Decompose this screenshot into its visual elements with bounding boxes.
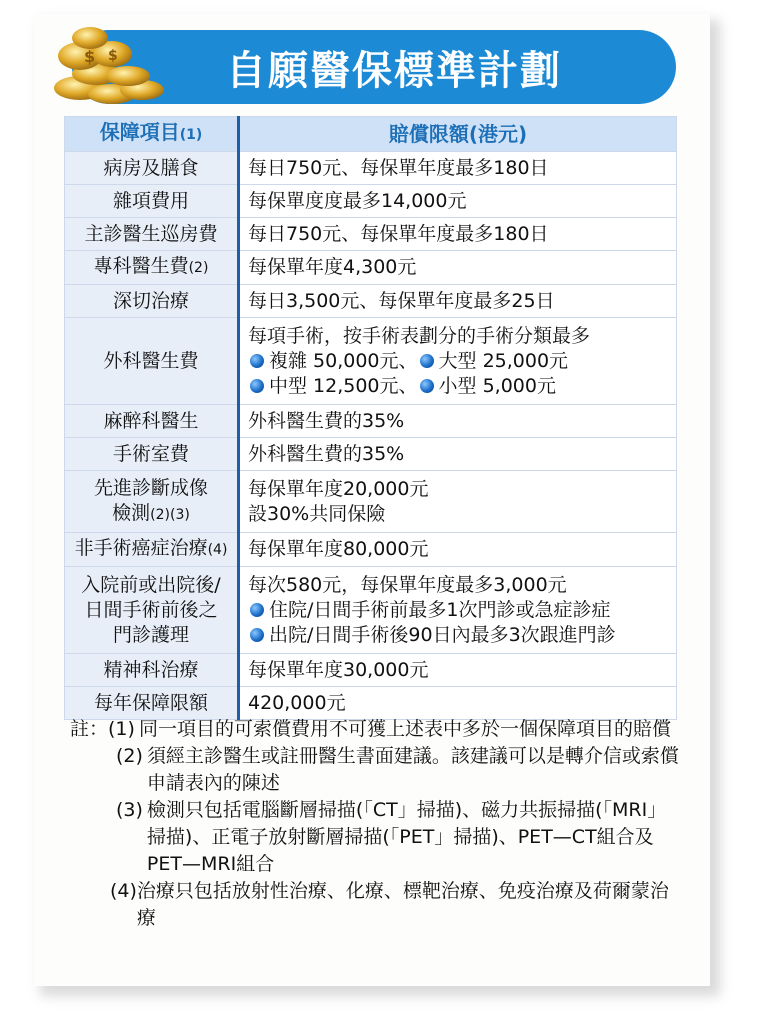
gold-coins-icon (50, 24, 168, 108)
table-row: 精神科治療 每保單年度30,000元 (65, 654, 677, 687)
header-item: 保障項目(1) (65, 117, 239, 152)
footnote-2: (2) 須經主診醫生或註冊醫生書面建議。該建議可以是轉介信或索償申請表內的陳述 (116, 745, 679, 794)
table-row: 入院前或出院後/ 日間手術前後之 門診護理 每次580元，每保單年度最多3,000元 住院/日間手術前最多1次門診或急症診症 出院/日間手術後90日內最多3次跟進門診 (65, 567, 677, 654)
blue-sphere-bullet-icon (250, 354, 264, 368)
table-row: 手術室費 外科醫生費的35% (65, 438, 677, 471)
svg-text:$: $ (108, 48, 118, 64)
table-row: 雜項費用 每保單度度最多14,000元 (65, 185, 677, 218)
table-row: 每年保障限額 420,000元 (65, 687, 677, 720)
table-row: 麻醉科醫生 外科醫生費的35% (65, 405, 677, 438)
table-row: 主診醫生巡房費 每日750元、每保單年度最多180日 (65, 218, 677, 251)
table-header (65, 117, 677, 152)
page-title: 自願醫保標準計劃 (226, 47, 562, 94)
table-row: 病房及膳食 每日750元、每保單年度最多180日 (65, 152, 677, 185)
table-row: 專科醫生費(2) 每保單年度4,300元 (65, 251, 677, 285)
footnote-3: (3) 檢測只包括電腦斷層掃描(「CT」掃描)、磁力共振掃描(「MRI」掃描)、正電子放射斷層掃描(「PET」掃描)、PET—CT組合及PET—MRI組合 (116, 799, 667, 875)
coverage-table (64, 116, 677, 720)
blue-sphere-bullet-icon (420, 354, 434, 368)
table-row: 外科醫生費 每項手術，按手術表劃分的手術分類最多 複雜 50,000元、 大型 25,000元 中型 12,500元、 小型 5,000元 (65, 318, 677, 405)
table-row: 深切治療 每日3,500元、每保單年度最多25日 (65, 285, 677, 318)
blue-sphere-bullet-icon (420, 379, 434, 393)
svg-text:$: $ (84, 47, 96, 66)
blue-sphere-bullet-icon (250, 379, 264, 393)
table-row: 先進診斷成像 檢測(2)(3) 每保單年度20,000元 設30%共同保險 (65, 471, 677, 533)
footnote-4: (4) 治療只包括放射性治療、化療、標靶治療、免疫治療及荷爾蒙治療 (110, 880, 669, 929)
footnote-1: 註： (1) 同一項目的可索償費用不可獲上述表中多於一個保障項目的賠償 (70, 718, 671, 740)
footnotes (70, 716, 680, 932)
blue-sphere-bullet-icon (250, 628, 264, 642)
header-limit: 賠償限額(港元) (239, 117, 677, 152)
table-row: 非手術癌症治療(4) 每保單年度80,000元 (65, 533, 677, 567)
blue-sphere-bullet-icon (250, 603, 264, 617)
